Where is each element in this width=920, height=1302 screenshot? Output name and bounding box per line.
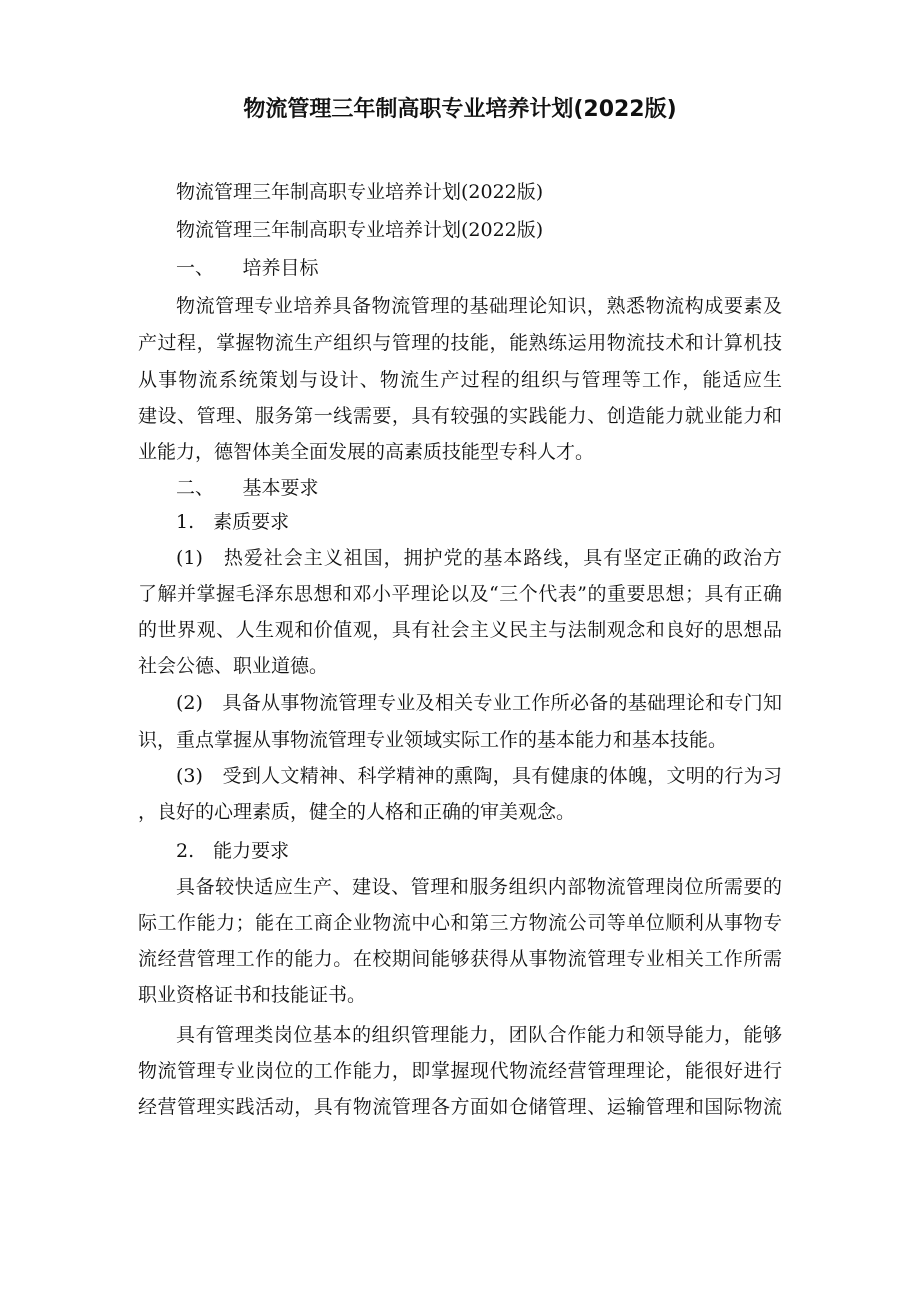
text-line: 产过程，掌握物流生产组织与管理的技能，能熟练运用物流技术和计算机技	[138, 332, 782, 354]
text-line: 建设、管理、服务第一线需要，具有较强的实践能力、创造能力就业能力和	[138, 405, 782, 427]
text-line: 职业资格证书和技能证书。	[138, 984, 367, 1006]
text-line: 一、 培养目标	[176, 257, 319, 279]
text-line: 际工作能力；能在工商企业物流中心和第三方物流公司等单位顺利从事物专	[138, 912, 782, 934]
document-title: 物流管理三年制高职专业培养计划(2022版)	[243, 97, 677, 122]
text-line: 物流管理三年制高职专业培养计划(2022版)	[176, 181, 544, 203]
text-line: ，良好的心理素质，健全的人格和正确的审美观念。	[138, 801, 576, 823]
text-line: 社会公德、职业道德。	[138, 655, 329, 677]
text-line: 2. 能力要求	[176, 840, 290, 862]
text-line: 从事物流系统策划与设计、物流生产过程的组织与管理等工作，能适应生	[138, 369, 782, 391]
text-line: (1) 热爱社会主义祖国，拥护党的基本路线，具有坚定正确的政治方	[176, 547, 782, 569]
text-line: (2) 具备从事物流管理专业及相关专业工作所必备的基础理论和专门知	[176, 692, 782, 714]
text-line: 具备较快适应生产、建设、管理和服务组织内部物流管理岗位所需要的	[176, 876, 782, 898]
text-line: 物流管理专业培养具备物流管理的基础理论知识，熟悉物流构成要素及	[176, 295, 782, 317]
text-line: 物流管理专业岗位的工作能力，即掌握现代物流经营管理理论，能很好进行	[138, 1060, 782, 1082]
text-line: 流经营管理工作的能力。在校期间能够获得从事物流管理专业相关工作所需	[138, 948, 782, 970]
text-line: 业能力，德智体美全面发展的高素质技能型专科人才。	[138, 441, 595, 463]
text-line: 经营管理实践活动，具有物流管理各方面如仓储管理、运输管理和国际物流	[138, 1096, 782, 1118]
text-line: 识，重点掌握从事物流管理专业领域实际工作的基本能力和基本技能。	[138, 729, 728, 751]
text-line: 了解并掌握毛泽东思想和邓小平理论以及“三个代表”的重要思想；具有正确	[138, 583, 782, 605]
text-line: 具有管理类岗位基本的组织管理能力，团队合作能力和领导能力，能够	[176, 1024, 782, 1046]
text-line: 二、 基本要求	[176, 477, 319, 499]
text-line: (3) 受到人文精神、科学精神的熏陶，具有健康的体魄，文明的行为习	[176, 765, 782, 787]
text-line: 的世界观、人生观和价值观，具有社会主义民主与法制观念和良好的思想品	[138, 619, 782, 641]
text-line: 物流管理三年制高职专业培养计划(2022版)	[176, 219, 544, 241]
text-line: 1. 素质要求	[176, 511, 290, 533]
